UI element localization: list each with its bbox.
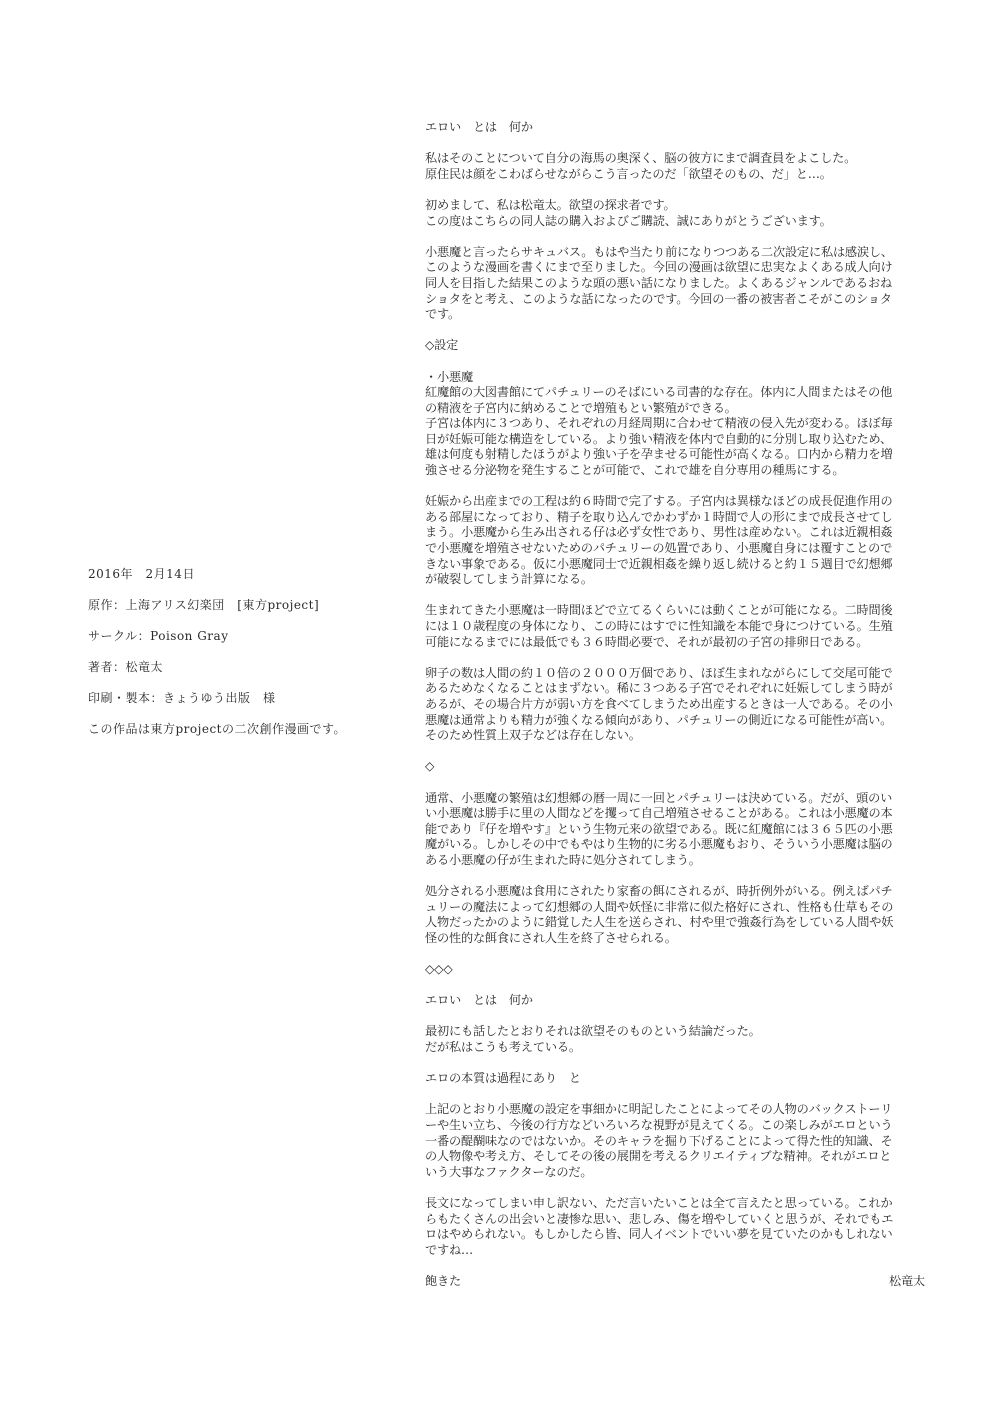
essay-paragraph (425, 1071, 940, 1087)
essay-line: 初めまして、私は松竜太。欲望の探求者です。 (425, 197, 676, 212)
essay-paragraph (425, 1196, 940, 1258)
colophon-author: 著者：松竜太 (88, 660, 164, 674)
essay-line: 人物だったかのように錯覚した人生を送らされ、村や里で強姦行為をしている人間や妖 (425, 915, 894, 930)
essay-line: きない事象である。仮に小悪魔同士で近親相姦を繰り返し続けると約１５週目で幻想郷 (425, 556, 893, 571)
essay-paragraph (425, 791, 940, 869)
essay-paragraph (425, 245, 940, 323)
essay-line: で小悪魔を増殖させないためのパチュリーの処置であり、小悪魔自身には覆すことので (425, 541, 893, 556)
essay-line: い小悪魔は勝手に里の人間などを攫って自己増殖させることがある。これは小悪魔の本 (425, 806, 893, 821)
colophon-original-work: 原作：上海アリス幻楽団 [東方project] (88, 598, 320, 612)
essay-paragraph (425, 120, 940, 136)
colophon (88, 566, 388, 752)
essay-paragraph (425, 759, 940, 775)
essay-line: 小悪魔と言ったらサキュバス。もはや当たり前になりつつある二次設定に私は感涙し、 (425, 244, 893, 259)
essay-signoff (425, 1274, 940, 1290)
essay-paragraph (425, 338, 940, 354)
essay-line: そのため性質上双子などは存在しない。 (425, 728, 641, 743)
afterword-essay (425, 120, 940, 1274)
essay-line: エロの本質は過程にあり と (425, 1071, 581, 1086)
colophon-date: 2016年 2月14日 (88, 567, 195, 581)
essay-line: ◇ (425, 759, 435, 774)
essay-paragraph (425, 666, 940, 744)
essay-line: 卵子の数は人間の約１０倍の２０００万個であり、ほぼ生まれながらにして交尾可能で (425, 665, 893, 680)
essay-line: ・小悪魔 (425, 369, 473, 384)
essay-paragraph (425, 993, 940, 1009)
essay-line: 可能になるまでには最低でも３６時間必要で、それが最初の子宮の排卵日である。 (425, 634, 869, 649)
essay-line: が破裂してしまう計算になる。 (425, 572, 593, 587)
essay-paragraph (425, 962, 940, 978)
essay-line: 妊娠から出産までの工程は約６時間で完了する。子宮内は異様なほどの成長促進作用の (425, 494, 893, 509)
essay-line: あるためなくなることはまずない。稀に３つある子宮でそれぞれに妊娠してしまう時が (425, 681, 893, 696)
essay-paragraph (425, 151, 940, 182)
essay-line: 同人を目指した結果このような頭の悪い話になりました。よくあるジャンルであるおね (425, 275, 892, 290)
essay-line: このような漫画を書くにまで至りました。今回の漫画は欲望に忠実なよくある成人向け (425, 260, 893, 275)
essay-line: 子宮は体内に３つあり、それぞれの月経周期に合わせて精液の侵入先が変わる。ほぼ毎 (425, 416, 893, 431)
essay-line: 生まれてきた小悪魔は一時間ほどで立てるくらいには動くことが可能になる。二時間後 (425, 603, 893, 618)
essay-paragraph (425, 198, 940, 229)
essay-line: ュリーの魔法によって幻想郷の人間や妖怪に非常に似た格好にされ、性格も仕草もその (425, 899, 894, 914)
essay-closing: 飽きた (425, 1274, 461, 1288)
essay-line: の人物像や考え方、そしてその後の展開を考えるクリエイティブな精神。それがエロと (425, 1149, 892, 1164)
essay-line: この度はこちらの同人誌の購入およびご購読、誠にありがとうございます。 (425, 213, 832, 228)
essay-line: ロはやめられない。もしかしたら皆、同人イベントでいい夢を見ていたのかもしれない (425, 1227, 893, 1242)
essay-line: 紅魔館の大図書館にてパチュリーのそばにいる司書的な存在。体内に人間またはその他 (425, 385, 893, 400)
essay-line: だが私はこうも考えている。 (425, 1040, 581, 1055)
essay-paragraph (425, 370, 940, 479)
essay-line: 怪の性的な餌食にされ人生を終了させられる。 (425, 930, 677, 945)
essay-paragraph (425, 494, 940, 588)
essay-line: です。 (425, 307, 460, 322)
essay-line: あるが、その場合片方が弱い方を食べてしまうため出産するときは一人である。その小 (425, 696, 893, 711)
essay-line: 私はそのことについて自分の海馬の奥深く、脳の彼方にまで調査員をよこした。 (425, 151, 857, 166)
essay-line: 悪魔は通常よりも精力が強くなる傾向があり、パチュリーの側近になる可能性が高い。 (425, 712, 893, 727)
essay-line: いう大事なファクターなのだ。 (425, 1164, 593, 1179)
essay-line: ですね… (425, 1242, 473, 1257)
essay-line: ある部屋になっており、精子を取り込んでかわずか１時間で人の形にまで成長させてし (425, 509, 893, 524)
essay-line: 強させる分泌物を発生することが可能で、これで雄を自分専用の種馬にする。 (425, 463, 845, 478)
colophon-circle: サークル：Poison Gray (88, 629, 229, 643)
essay-line: 最初にも話したとおりそれは欲望そのものという結論だった。 (425, 1024, 761, 1039)
essay-line: 魔がいる。しかしその中でもやはり生物的に劣る小悪魔もおり、そういう小悪魔は脳の (425, 837, 893, 852)
colophon-printing: 印刷・製本：きょうゆう出版 様 (88, 691, 276, 705)
essay-line: 長文になってしまい申し訳ない、ただ言いたいことは全て言えたと思っている。これか (425, 1195, 893, 1210)
essay-line: には１０歳程度の身体になり、この時にはすでに性知識を本能で身につけている。生殖 (425, 619, 893, 633)
essay-signature: 松竜太 (889, 1274, 925, 1288)
essay-line: 一番の醍醐味なのではないか。そのキャラを掘り下げることによって得た性的知識、そ (425, 1133, 893, 1148)
essay-line: ◇◇◇ (425, 962, 453, 977)
essay-line: ーや生い立ち、今後の行方などいろいろな視野が見えてくる。この楽しみがエロという (425, 1118, 893, 1132)
colophon-note: この作品は東方projectの二次創作漫画です。 (88, 722, 347, 736)
essay-line: 能であり『仔を増やす』という生物元来の欲望である。既に紅魔館には３６５匹の小悪 (425, 821, 893, 836)
essay-line: まう。小悪魔から生み出される仔は必ず女性であり、男性は産めない。これは近親相姦 (425, 525, 893, 540)
essay-line: の精液を子宮内に納めることで増殖もとい繁殖ができる。 (425, 400, 737, 415)
essay-line: 通常、小悪魔の繁殖は幻想郷の暦一周に一回とパチュリーは決めている。だが、頭のい (425, 790, 893, 805)
essay-line: らもたくさんの出会いと凄惨な思い、悲しみ、傷を増やしていくと思うが、それでもエ (425, 1211, 894, 1226)
essay-paragraph (425, 1102, 940, 1180)
essay-line: 原住民は顔をこわばらせながらこう言ったのだ「欲望そのもの、だ」と…。 (425, 166, 832, 181)
essay-line: 日が妊娠可能な構造をしている。より強い精液を体内で自動的に分別し取り込むため、 (425, 431, 893, 446)
essay-line: ◇設定 (425, 338, 459, 353)
essay-line: 処分される小悪魔は食用にされたり家畜の餌にされるが、時折例外がいる。例えばパチ (425, 884, 893, 899)
essay-paragraph (425, 884, 940, 946)
essay-paragraph (425, 603, 940, 650)
essay-paragraph (425, 1024, 940, 1055)
essay-line: エロい とは 何か (425, 993, 533, 1008)
essay-line: 雄は何度も射精したほうがより強い子を孕ませる可能性が高くなる。口内から精力を増 (425, 447, 893, 462)
essay-line: ある小悪魔の仔が生まれた時に処分されてしまう。 (425, 852, 701, 867)
essay-line: エロい とは 何か (425, 120, 533, 134)
essay-line: ショタをと考え、このような話になったのです。今回の一番の被害者こそがこのショタ (425, 291, 892, 306)
essay-line: 上記のとおり小悪魔の設定を事細かに明記したことによってその人物のバックストーリ (425, 1102, 893, 1117)
